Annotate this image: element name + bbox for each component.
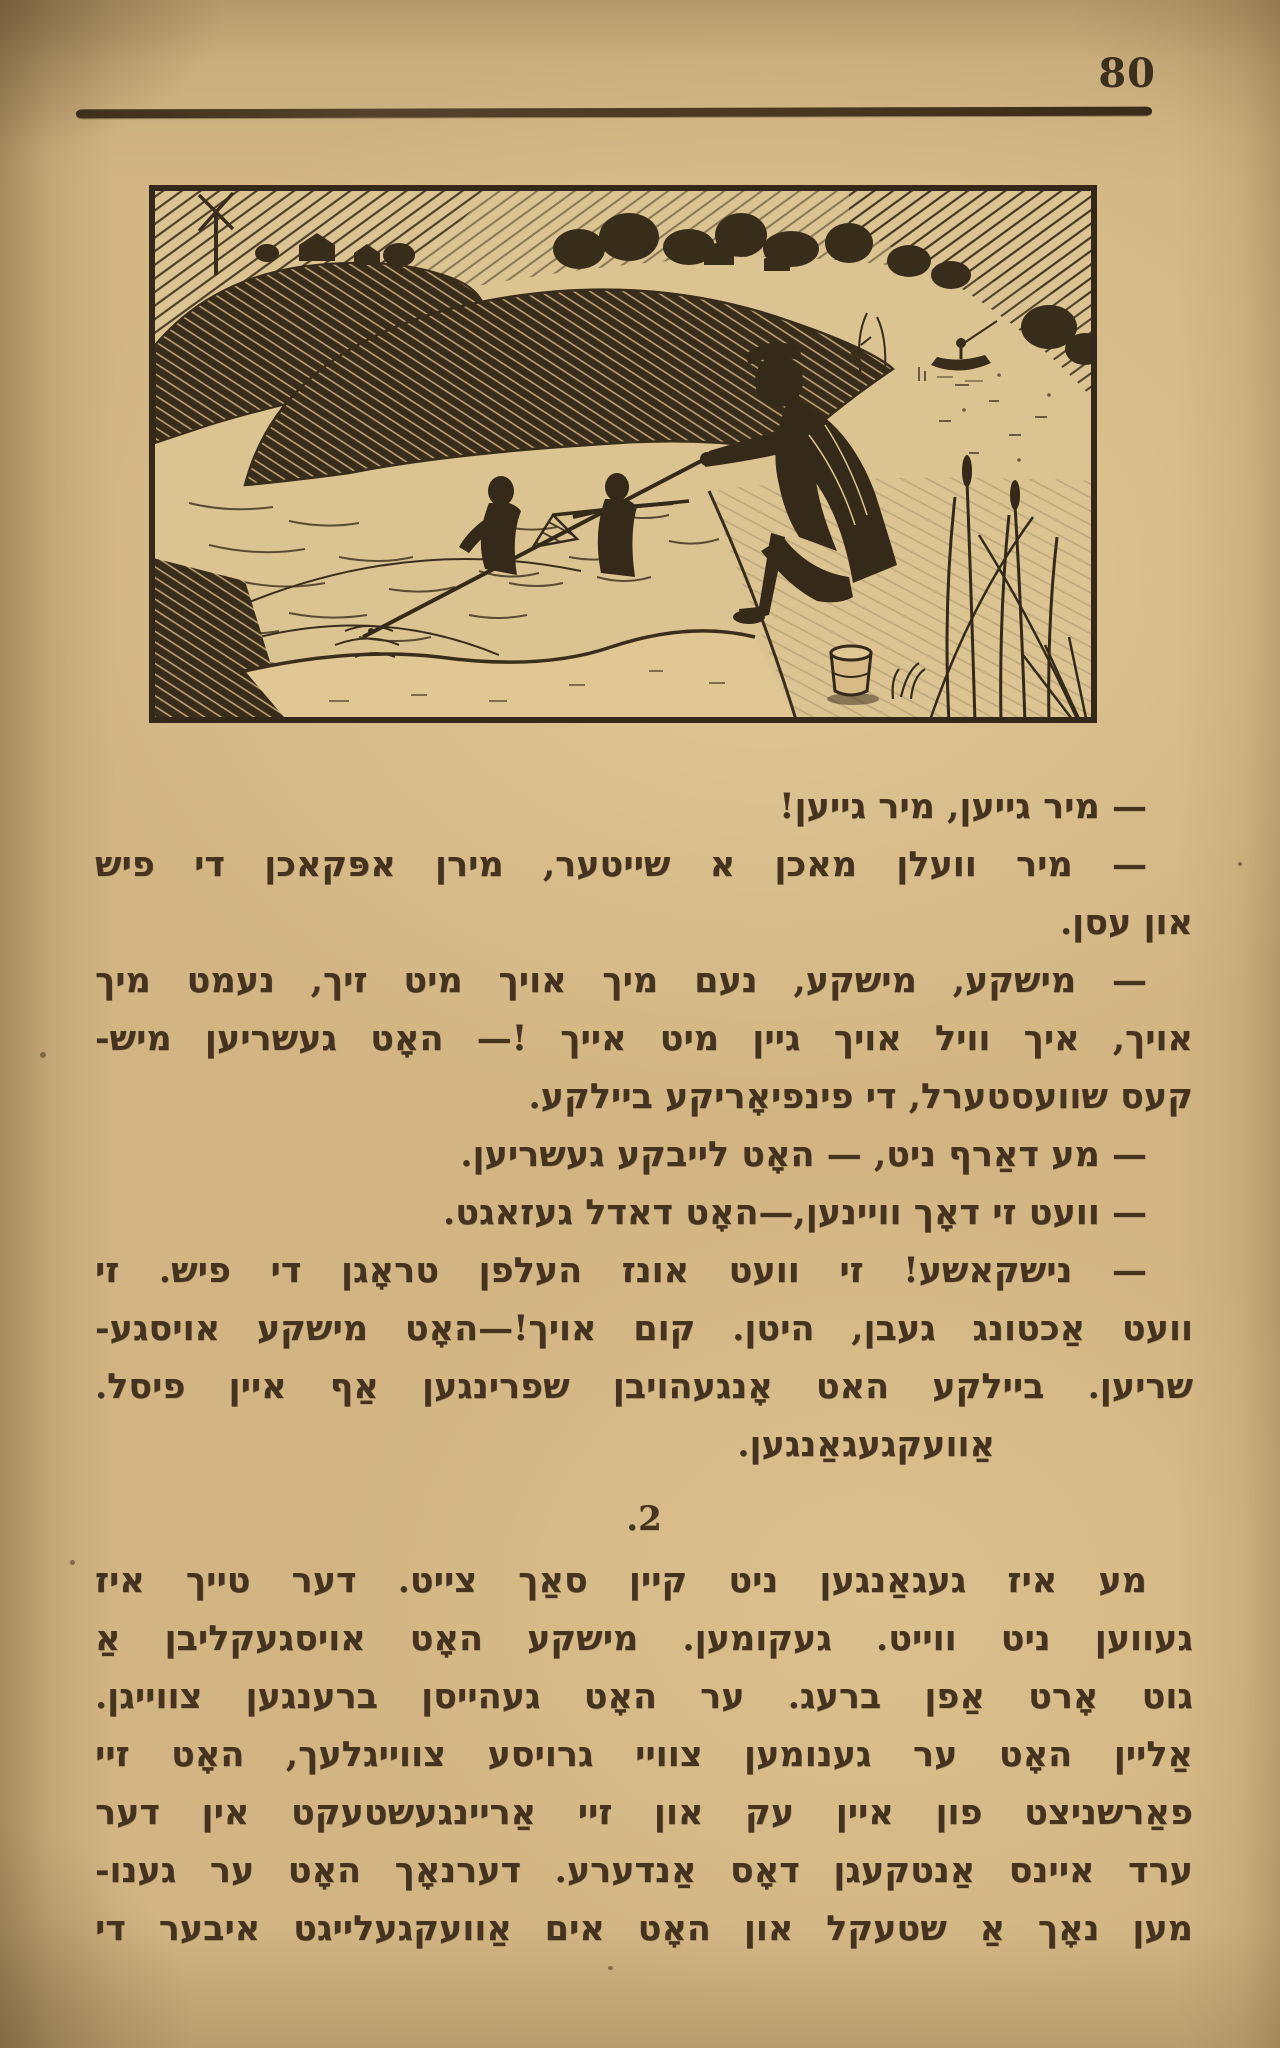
text-line: ערד איינס אַנטקעגן דאָס אַנדערע. דערנאָך האָט ער גענו- xyxy=(95,1850,1193,1891)
text-line: אויך, איך וויל אויך גיין מיט אייך !— האָט געשריען מיש- xyxy=(95,1018,1193,1059)
text-line: אַליין האָט ער גענומען צוויי גרויסע צווייגלעך, האָט זיי xyxy=(95,1734,1193,1775)
text-line: פאַרשניצט פון איין עק און זיי אַריינגעשטעקט אין דער xyxy=(95,1792,1193,1833)
paper-speck xyxy=(1238,862,1242,866)
paper-speck xyxy=(40,1052,46,1058)
woodcut-river-scene xyxy=(149,185,1097,723)
paper-speck xyxy=(70,1560,75,1565)
page-number: 80 xyxy=(1098,50,1156,97)
text-line: — מישקע, מישקע, נעם מיך אויך מיט זיך, נעמט מיך xyxy=(95,960,1147,1001)
text-line: קעס שוועסטערל, די פינפיאָריקע ביילקע. xyxy=(528,1076,1193,1117)
paper-speck xyxy=(608,1966,613,1970)
text-line: — וועט זי דאָך וויינען,—האָט דאדל געזאגט. xyxy=(443,1192,1147,1233)
text-line: — נישקאשע! זי וועט אונז העלפן טראָגן די פיש. זי xyxy=(95,1250,1147,1291)
header-divider xyxy=(76,107,1152,119)
text-line: מע איז געגאַנגען ניט קיין סאַך צייט. דער טייך איז xyxy=(95,1560,1147,1601)
text-line: אַוועקגעגאַנגען. xyxy=(737,1424,995,1465)
fishing-scene-illustration xyxy=(149,185,1097,723)
text-line: שריען. ביילקע האט אָנגעהויבן שפרינגען אַף איין פיסל. xyxy=(95,1366,1193,1407)
text-line: געווען ניט ווייט. געקומען. מישקע האָט אויסגעקליבן אַ xyxy=(95,1618,1193,1659)
text-line: — מע דאַרף ניט, — האָט לייבקע געשריען. xyxy=(460,1134,1147,1175)
text-line: — מיר גייען, מיר גייען! xyxy=(779,786,1147,827)
text-line: — מיר וועלן מאכן א שייטער, מירן אפּקאכן די פיש xyxy=(95,844,1147,885)
section-heading: 2. xyxy=(626,1499,662,1539)
text-line: וועט אַכטונג געבן, היטן. קום אויך!—האָט מישקע אויסגע- xyxy=(95,1308,1193,1349)
body-text xyxy=(95,778,1193,1958)
text-line: און עסן. xyxy=(1060,902,1193,943)
text-line: גוט אָרט אַפן ברעג. ער האָט געהייסן ברענגען צווייגן. xyxy=(95,1676,1193,1717)
text-line: מען נאָך אַ שטעקל און האָט אים אַוועקגעלייגט איבער די xyxy=(95,1908,1193,1949)
